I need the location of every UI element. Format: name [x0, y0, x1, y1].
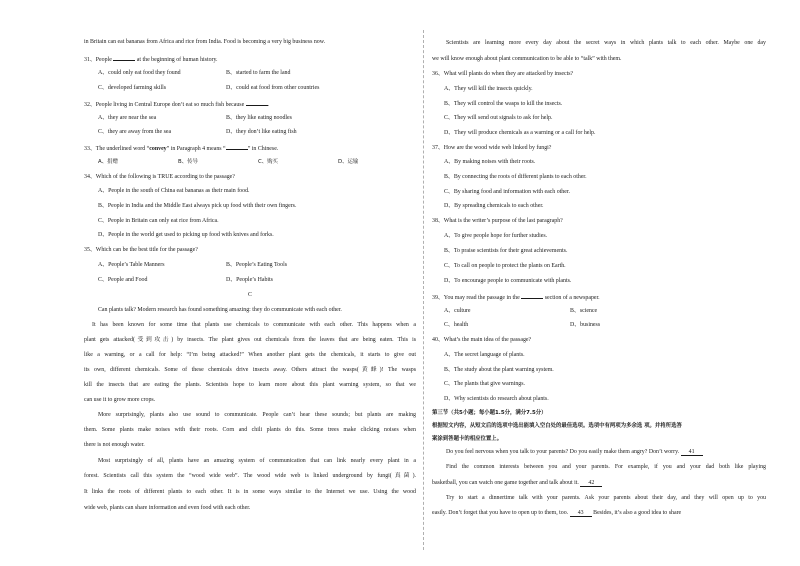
- q37-option-a: A、By making noises with their roots.: [444, 159, 536, 165]
- q36-option-a: A、They will kill the insects quickly.: [444, 86, 533, 92]
- q39-option-d: D、business: [570, 322, 601, 328]
- q38-option-c: C、To call on people to protect the plants on Earth.: [444, 263, 566, 269]
- passage-line: It has been known for some time that plants use chemicals to communicate with each other. This happens when a: [92, 322, 416, 328]
- q38-option-a: A、To give people hope for further studies.: [444, 233, 548, 239]
- passage-line: Most surprisingly of all, plants have an amazing system of communication that can link nearly every plant in a: [98, 458, 416, 464]
- q39-blank: [521, 292, 543, 299]
- passage-line: them. Some plants make noises with their roots. Corn and chili plants do this. Some trees make clicking noises when: [84, 427, 416, 433]
- q33-option-d: D、运输: [338, 159, 359, 165]
- passage3-line: Find the common interests between you and your parents. For example, if you and your dad both like playing: [446, 464, 766, 470]
- passage-line: forest. Scientists call this system the “wood wide web”. The wood wide web is linked underground by fungi(真菌).: [84, 473, 416, 479]
- q40-option-d: D、Why scientists do research about plants.: [444, 396, 549, 402]
- q31-blank: [113, 54, 135, 61]
- q39-option-c: C、health: [444, 322, 469, 328]
- section3-title: 第三节（共5小题；每小题1.5分，满分7.5分）: [432, 410, 547, 416]
- passage3-line: basketball, you can watch one game together and talk about it. 42: [432, 479, 602, 487]
- q38-stem: 38、What is the writer’s purpose of the last paragraph?: [432, 218, 563, 224]
- q31-stem: 31、People at the beginning of human history.: [84, 54, 218, 62]
- q38-option-d: D、To encourage people to communicate with plants.: [444, 278, 572, 284]
- q37-option-d: D、By spreading chemicals to each other.: [444, 203, 544, 209]
- q33-option-c: C、购买: [258, 159, 278, 165]
- passage-line: can use it to grow more crops.: [84, 397, 156, 403]
- passage-line: Can plants talk? Modern research has found something amazing: they do communicate with each other.: [98, 307, 342, 313]
- q35-option-b: B、People’s Eating Tools: [226, 262, 288, 268]
- passage-line: like a warning, or a call for help: “I’m being attacked!” When another plant gets the chemicals, it starts to give out: [84, 352, 416, 358]
- section3-instruction: 根据短文内容，从短文后的选项中选出能填入空白处的最佳选项。选项中有两项为多余选 项。并将所选答: [432, 423, 682, 429]
- blank-42: 42: [580, 480, 602, 487]
- q32-option-a: A、they are near the sea: [98, 115, 157, 121]
- q33-stem: 33、The underlined word “convey” in Paragraph 4 means “ ” in Chinese.: [84, 143, 278, 151]
- q36-stem: 36、What will plants do when they are attacked by insects?: [432, 71, 574, 77]
- q35-stem: 35、Which can be the best title for the passage?: [84, 247, 198, 253]
- q31-option-a: A、could only eat food they found: [98, 70, 181, 76]
- passage-line: wide web, plants can share information and even food with each other.: [84, 505, 251, 511]
- q39-option-a: A、culture: [444, 308, 471, 314]
- q37-option-b: B、By connecting the roots of different plants to each other.: [444, 174, 587, 180]
- passage-line: plant gets attacked(受到攻击) by insects. The plant gives out chemicals from the leaves that are being eaten. This is: [84, 337, 416, 343]
- q40-option-b: B、The study about the plant warning system.: [444, 367, 554, 373]
- passage3-line: Do you feel nervous when you talk to your parents? Do you easily make them angry? Don’t worry. 41: [446, 448, 703, 456]
- q39-stem: 39、You may read the passage in the section of a newspaper.: [432, 292, 600, 300]
- q36-option-d: D、They will produce chemicals as a warning or a call for help.: [444, 130, 596, 136]
- q33-underlined-word: convey: [149, 146, 167, 152]
- q38-option-b: B、To praise scientists for their great achievements.: [444, 248, 568, 254]
- blank-43: 43: [570, 510, 592, 517]
- q33-option-a: A、捐赠: [98, 159, 118, 165]
- intro-tail: in Britain can eat bananas from Africa and rice from India. Food is becoming a very big business now.: [84, 39, 326, 45]
- passage-line: More surprisingly, plants also use sound to communicate. People can’t hear these sounds; but plants are making: [98, 412, 416, 418]
- q34-option-b: B、People in India and the Middle East always pick up food with their own fingers.: [98, 203, 297, 209]
- passage-line: there is not enough water.: [84, 442, 145, 448]
- q32-stem: 32、People living in Central Europe don’t eat so much fish because .: [84, 99, 269, 107]
- q36-option-c: C、They will send out signals to ask for help.: [444, 115, 553, 121]
- q31-option-b: B、started to farm the land: [226, 70, 291, 76]
- q40-stem: 40、What’s the main idea of the passage?: [432, 337, 532, 343]
- q34-option-d: D、People in the world get used to picking up food with knives and forks.: [98, 232, 274, 238]
- passage-line: kill the insects that are eating the plants. Scientists hope to learn more about this plant warning system, so that we: [84, 382, 416, 388]
- passage-tail-line: we will know enough about plant communication to be able to “talk” with them.: [432, 56, 622, 62]
- passage-line: It links the roots of different plants to each other. It is in some ways similar to the Internet we use. Using the wood: [84, 489, 416, 495]
- q32-blank: [246, 99, 268, 106]
- q32-option-b: B、they like eating noodles: [226, 115, 292, 121]
- q37-stem: 37、How are the wood wide web linked by fungi?: [432, 145, 552, 151]
- q31-option-d: D、could eat food from other countries: [226, 85, 320, 91]
- q40-option-a: A、The secret language of plants.: [444, 352, 525, 358]
- q34-stem: 34、Which of the following is TRUE according to the passage?: [84, 174, 235, 180]
- q34-option-c: C、People in Britain can only eat rice from Africa.: [98, 218, 219, 224]
- q33-blank: [226, 143, 248, 150]
- blank-41: 41: [681, 449, 703, 456]
- q32-option-d: D、they don’t like eating fish: [226, 129, 297, 135]
- q35-option-a: A、People’s Table Manners: [98, 262, 165, 268]
- q32-option-c: C、they are away from the sea: [98, 129, 172, 135]
- q37-option-c: C、By sharing food and information with each other.: [444, 189, 570, 195]
- q36-option-b: B、They will control the wasps to kill the insects.: [444, 101, 563, 107]
- q35-option-c: C、People and Food: [98, 277, 148, 283]
- passage-line: its own, different chemicals. Some of these chemicals drive insects away. Others attract the wasps(黄蜂)! The wasps: [84, 367, 416, 373]
- q40-option-c: C、The plants that give warnings.: [444, 381, 525, 387]
- q35-option-d: D、People’s Habits: [226, 277, 273, 283]
- q33-option-b: B、传导: [178, 159, 198, 165]
- section3-instruction: 案涂到答题卡的相应位置上。: [432, 436, 503, 442]
- passage3-line: Try to start a dinnertime talk with your parents. Ask your parents about their day, and they will open up to you: [446, 495, 766, 501]
- passage3-line: easily. Don’t forget that you have to open up to them, too. 43 Besides, it’s also a good idea to share: [432, 510, 682, 516]
- q31-option-c: C、developed farming skills: [98, 85, 167, 91]
- q39-option-b: B、science: [570, 308, 598, 314]
- passage-tail-line: Scientists are learning more every day about the secret ways in which plants talk to each other. Maybe one day: [446, 40, 766, 46]
- column-divider: [423, 30, 424, 550]
- q34-option-a: A、People in the south of China eat bananas as their main food.: [98, 188, 250, 194]
- section-c-heading: C: [248, 292, 252, 298]
